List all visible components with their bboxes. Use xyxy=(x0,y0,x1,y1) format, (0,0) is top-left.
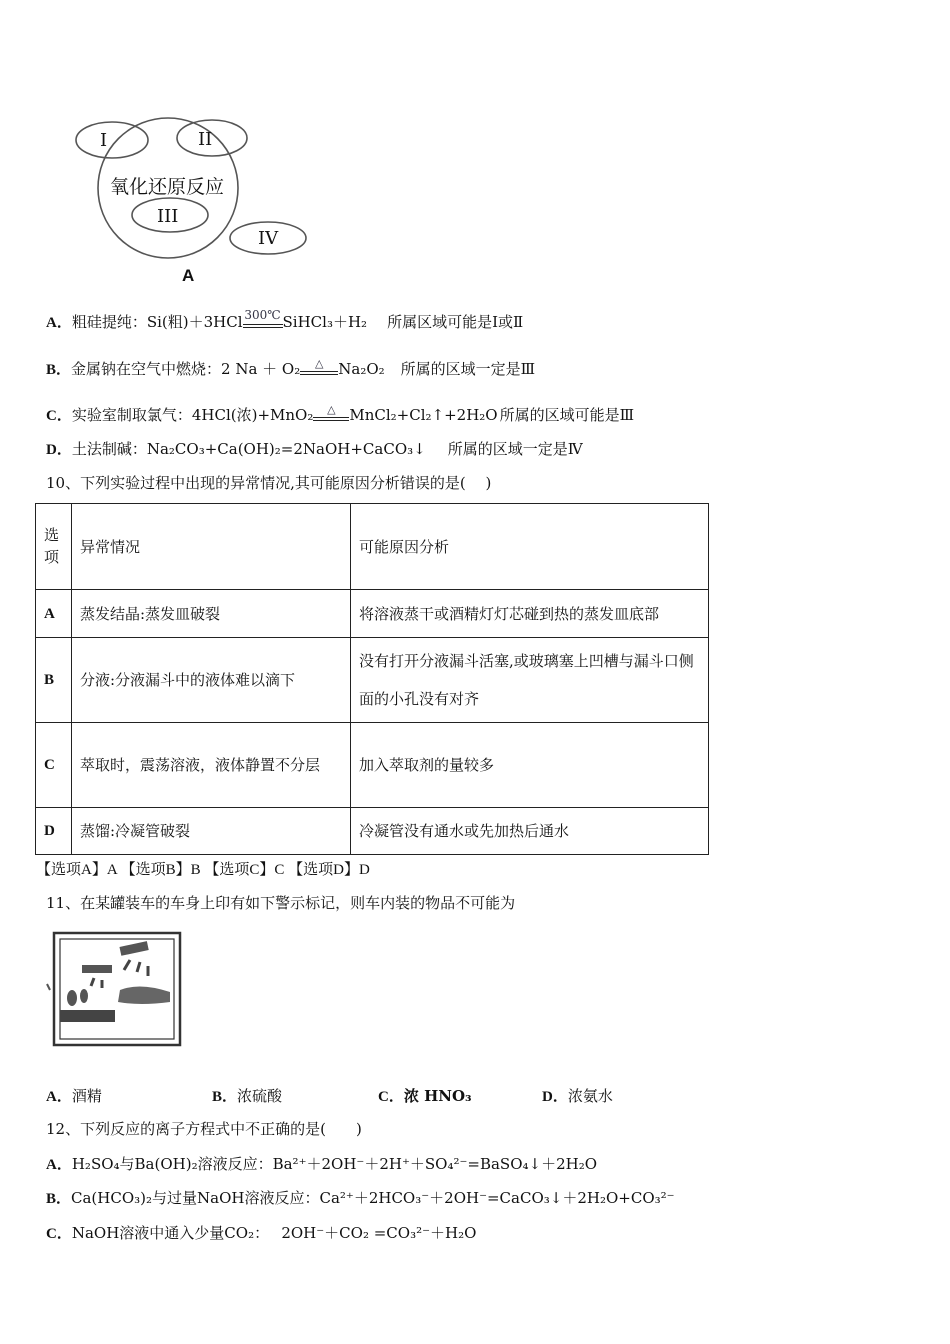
q9-option-c: C．实验室制取氯气：4HCl(浓)+MnO₂ △ MnCl₂+Cl₂↑+2H₂O 所属的区域可能是Ⅲ xyxy=(46,403,635,424)
q11-option-b: B．浓硫酸 xyxy=(212,1087,283,1105)
row-situation: 蒸馏:冷凝管破裂 xyxy=(72,808,351,855)
q9-option-b: B．金属钠在空气中燃烧：2 Na ＋ O₂ △ Na₂O₂ 所属的区域一定是Ⅲ xyxy=(46,357,536,378)
row-option: B xyxy=(36,638,72,723)
row-reason: 没有打开分液漏斗活塞,或玻璃塞上凹槽与漏斗口侧面的小孔没有对齐 xyxy=(351,638,709,723)
q10-table xyxy=(35,503,709,855)
q11-option-c: C．浓 HNO₃ xyxy=(378,1087,472,1105)
q12-stem: 12、下列反应的离子方程式中不正确的是( ) xyxy=(46,1120,362,1138)
table-row xyxy=(36,590,709,638)
corrosive-hazard-icon xyxy=(44,928,186,1050)
row-reason: 将溶液蒸干或酒精灯灯芯碰到热的蒸发皿底部 xyxy=(351,590,709,638)
row-option: A xyxy=(36,590,72,638)
q12-option-b: B．Ca(HCO₃)₂与过量NaOH溶液反应：Ca²⁺＋2HCO₃⁻＋2OH⁻=CaCO₃↓＋2H₂O+CO₃²⁻ xyxy=(46,1189,675,1207)
condition-arrow: △ xyxy=(313,417,349,425)
q9-option-a: A．粗硅提纯：Si(粗)＋3HCl 300℃ SiHCl₃＋H₂ 所属区域可能是Ⅰ或Ⅱ xyxy=(46,308,524,331)
table-row xyxy=(36,723,709,808)
row-reason: 冷凝管没有通水或先加热后通水 xyxy=(351,808,709,855)
region-label-III: III xyxy=(157,206,179,227)
q12-option-c: C．NaOH溶液中通入少量CO₂： 2OH⁻＋CO₂ =CO₃²⁻＋H₂O xyxy=(46,1224,477,1242)
table-header-row xyxy=(36,504,709,590)
q12-option-a: A．H₂SO₄与Ba(OH)₂溶液反应：Ba²⁺＋2OH⁻＋2H⁺＋SO₄²⁻=BaSO₄↓＋2H₂O xyxy=(46,1155,598,1173)
q11-stem: 11、在某罐装车的车身上印有如下警示标记，则车内装的物品不可能为 xyxy=(46,894,516,912)
region-label-II: II xyxy=(198,129,213,150)
q11-option-d: D．浓氨水 xyxy=(542,1087,613,1105)
row-option: C xyxy=(36,723,72,808)
header-option: 选项 xyxy=(36,504,72,590)
header-situation: 异常情况 xyxy=(72,504,351,590)
region-I-ellipse xyxy=(76,122,148,158)
q10-stem: 10、下列实验过程中出现的异常情况,其可能原因分析错误的是( ) xyxy=(46,474,492,492)
row-situation: 萃取时，震荡溶液，液体静置不分层 xyxy=(72,723,351,808)
q10-answers: 【选项A】A 【选项B】B 【选项C】C 【选项D】D xyxy=(36,862,370,878)
row-situation: 蒸发结晶:蒸发皿破裂 xyxy=(72,590,351,638)
condition-arrow: △ xyxy=(300,371,338,379)
q11-option-a: A．酒精 xyxy=(46,1087,102,1105)
table-row xyxy=(36,808,709,855)
region-label-I: I xyxy=(100,130,108,151)
condition-arrow: 300℃ xyxy=(243,324,283,332)
row-reason: 加入萃取剂的量较多 xyxy=(351,723,709,808)
redox-label: 氧化还原反应 xyxy=(110,176,225,198)
header-reason: 可能原因分析 xyxy=(351,504,709,590)
q9-option-d: D．土法制碱：Na₂CO₃+Ca(OH)₂=2NaOH+CaCO₃↓ 所属的区域一定是Ⅳ xyxy=(46,440,583,458)
row-situation: 分液:分液漏斗中的液体难以滴下 xyxy=(72,638,351,723)
table-row xyxy=(36,638,709,723)
row-option: D xyxy=(36,808,72,855)
region-label-IV: IV xyxy=(258,228,279,249)
diagram-caption: A xyxy=(182,266,195,285)
